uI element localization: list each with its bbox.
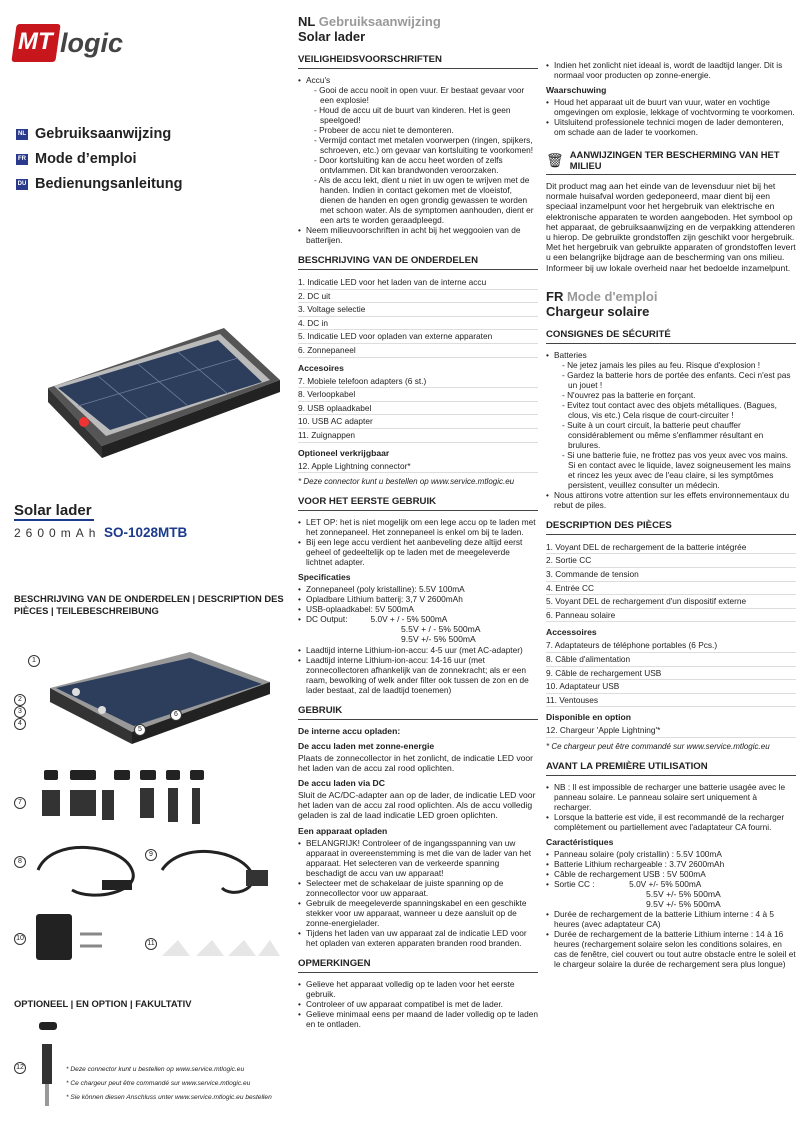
fr-title: Chargeur solaire <box>546 303 650 319</box>
callout-4: 4 <box>14 718 26 730</box>
fr-parts: 1. Voyant DEL de rechargement de la batterie intégrée 2. Sortie CC 3. Commande de tension 4. Entrée CC 5. Voyant DEL de rechargement d'un dispositif externe 6. Panneau solaire <box>546 541 796 623</box>
nl-warnings: • Houd het apparaat uit de buurt van vuur, water en vochtige omgevingen om explosie, lekkage of vochtvorming te voorkomen. • Uitsluitend professionele technici mogen de lader demonteren, om schade aan de lader te voorkomen. <box>546 97 796 137</box>
nl-title: Solar lader <box>298 29 366 44</box>
fr-accessories: 7. Adaptateurs de téléphone portables (6 Pcs.) 8. Câble d'alimentation 9. Câble de rechargement USB 10. Adaptateur USB 11. Ventouses <box>546 639 796 707</box>
fr-heading: FR Mode d'emploi <box>546 288 658 304</box>
nl-parts-heading: BESCHRIJVING VAN DE ONDERDELEN <box>298 255 538 270</box>
fr-safety: • Batteries - Ne jetez jamais les piles au feu. Risque d'explosion ! - Gardez la batterie hors de portée des enfants. Ceci n'est pas un jouet ! - N'ouvrez pas la batterie en forçant. - Evitez tout contact avec des objets métalliques. (Bagues, clous, vis etc.) Cela risque de court-circuiter ! - Suite à un court circuit, la batterie peut chauffer considérablement ou même s'enflammer résultant en brulures. - Si une batterie fuie, ne frottez pas vos yeux avec vos mains. Si en contact avec le liquide, lavez soigneusement les mains et rincez les yeux avec de l'eau claire, si les symptômes persistent, veuillez consulter un médecin. • Nous attirons votre attention sur les effets environnementaux du rebut de piles. <box>546 350 796 510</box>
callout-10: 10 <box>14 933 26 945</box>
nl-env-heading: 🗑 AANWIJZINGEN TER BESCHERMING VAN HET MILIEU <box>546 149 796 175</box>
callout-8: 8 <box>14 856 26 868</box>
callout-6: 6 <box>170 709 182 721</box>
callout-9: 9 <box>145 849 157 861</box>
nl-charge-device: • BELANGRIJK! Controleer of de ingangsspanning van uw apparaat in overeenstemming is met die van de lader van het apparaat. Het selecteren van de verkeerde spanning beschadigt de accu van uw apparaat! • Selecteer met de schakelaar de juiste spanning op de zonnecollector voor uw apparaat. • Gebruik de meegeleverde spanningskabel en een geschikte stekker voor uw apparaat, wanneer u deze aansluit op de zonne-energielader. • Tijdens het laden van uw apparaat zal de indicatie LED voor het opladen van exteren apparaten branden rood branden. <box>298 838 538 948</box>
nl-heading: NL Gebruiksaanwijzing <box>298 14 441 29</box>
parts-diagram <box>40 646 280 750</box>
optional-heading: OPTIONEEL | EN OPTION | FAKULTATIV <box>14 998 192 1009</box>
callout-7: 7 <box>14 797 26 809</box>
callout-12: 12 <box>14 1062 26 1074</box>
nl-first-use-heading: VOOR HET EERSTE GEBRUIK <box>298 496 538 511</box>
callout-2: 2 <box>14 694 26 706</box>
product-photo <box>18 318 286 468</box>
lightning-connector <box>36 1020 66 1110</box>
callout-3: 3 <box>14 706 26 718</box>
fr-specs: • Panneau solaire (poly cristallin) : 5.5V 100mA • Batterie Lithium rechargeable : 3.7V 2600mAh • Câble de rechargement USB : 5V 500mA • Sortie CC : 5.0V +/- 5% 500mA <box>546 849 796 889</box>
lang-nl: NL Gebruiksaanwijzing <box>18 126 172 142</box>
nl-specs: • Zonnepaneel (poly kristalline): 5.5V 100mA • Opladbare Lithium batterij: 3,7 V 2600mAh • USB-oplaadkabel: 5V 500mA • DC Output: 5.0V + / - 5% 500mA <box>298 584 538 624</box>
cover-column <box>0 0 292 1134</box>
product-name: Solar lader <box>14 502 92 519</box>
callout-11: 11 <box>145 938 157 950</box>
ac-adapter-and-suction-cups <box>32 910 282 976</box>
parts-heading: BESCHRIJVING VAN DE ONDERDELEN | DESCRIPTION DES PIÈCES | TEILEBESCHREIBUNG <box>14 593 284 616</box>
nl-parts: 1. Indicatie LED voor het laden van de interne accu 2. DC uit 3. Voltage selectie 4. DC in 5. Indicatie LED voor opladen van externe apparaten 6. Zonnepaneel <box>298 276 538 358</box>
callout-5: 5 <box>134 724 146 736</box>
nl-first-use: • LET OP: het is niet mogelijk om een lege accu op te laden met het zonnepaneel. Het zonnepaneel is enkel om bij te laden. • Bij een lege accu verdient het aanbeveling deze altijd eerst geheel of gedeeltelijk op te laden met de meegeleverde lichtnet adapter. <box>298 517 538 567</box>
product-capacity: 2600mAh <box>14 526 101 540</box>
nl-safety: • Accu's - Gooi de accu nooit in open vuur. Er bestaat gevaar voor een explosie! - Houd de accu uit de buurt van kinderen. Het is geen speelgoed! - Probeer de accu niet te demonteren. - Vermijd contact met metalen voorwerpen (ringen, spijkers, schroeven, etc.) om gevaar van kortsluiting te voorkomen! - Door kortsluiting kan de accu heet worden of zelfs ontvlammen. Dit kan brandwonden veroorzaken. - Als de accu lekt, dient u niet in uw ogen te wrijven met de handen. Indien in contact gekomen met de vloeistof, dienen de handen en ogen grondig gewassen te worden met schoon water. Als de symptomen aanhouden, dient er een arts te worden geraadpleegd. • Neem milieuvoorschriften in acht bij het weggooien van de batterijen. <box>298 75 538 245</box>
nl-fr-column: • Indien het zonlicht niet ideaal is, wordt de laadtijd langer. Dit is normaal voor producten op zonne-energie. Waarschuwing • Houd het apparaat uit de buurt van vuur, water en vochtige omgevingen om explosie, lekkage of vochtvorming te voorkomen. • Uitsluitend professionele technici mogen de lader demonteren, om schade aan de lader te voorkomen. 🗑 AANWIJZINGEN TER BESCHERMING VAN HET MILIEU Dit product mag aan het einde van de levensduur niet bij het normale huisafval worden gedeponeerd, maar dient bij een speciaal inzamelpunt voor het hergebruik van elektrische en elektronische apparaten te worden aangeboden. Het symbool op het apparaat, de gebruiksaanwijzing en de verpakking attenderen u hierop. De gebruikte grondstoffen zijn geschikt voor hergebruik. Met het hergebruik van gebruikte apparaten of grondstoffen levert u een belangrijke bijdrage aan de bescherming van ons milieu. Informeer bij uw lokale overheid naar het bedoelde inzamelpunt. FR Mode d'emploi Chargeur solaire CONSIGNES DE SÉCURITÉ • Batteries - Ne jetez jamais les piles au feu. Risque d'explosion ! - Gardez la batterie hors de portée des enfants. Ceci n'est pas un jouet ! - N'ouvrez pas la batterie en forçant. - Evitez tout contact avec des objets métalliques. (Bagues, clous, vis etc.) Cela risque de court-circuiter ! - Suite à un court circuit, la batterie peut chauffer considérablement ou même s'enflammer résultant en brulures. - Si une batterie fuie, ne frottez pas vos yeux avec vos mains. Si en contact avec le liquide, lavez soigneusement les mains et rincez les yeux avec de l'eau claire, si les symptômes persistent, veuillez consulter un médecin. • Nous attirons votre attention sur les effets environnementaux du rebut de piles. DESCRIPTION DES PIÈCES 1. Voyant DEL de rechargement de la batterie intégrée 2. Sortie CC 3. Commande de tension 4. Entrée CC 5. Voyant DEL de rechargement d'un dispositif externe 6. Panneau solaire Accessoires 7. Adaptateurs de téléphone portables (6 Pcs.) 8. Câble d'alimentation 9. Câble de rechargement USB 10. Adaptateur USB 11. Ventouses Disponible en option 12. Chargeur 'Apple Lightning'* * Ce chargeur peut être commandé sur www.service.mtlogic.eu AVANT LA PREMIÈRE UTILISATION • NB : Il est impossible de recharger une batterie usagée avec le panneau solaire. Le panneau solaire sert uniquement à recharger. • Lorsque la batterie est vide, il est recommandé de la recharger complètement ou partiellement avec l'adaptateur CA fourni. Caractéristiques • Panneau solaire (poly cristallin) : 5.5V 100mA • Batterie Lithium rechargeable : 3.7V 2600mAh • Câble de rechargement USB : 5V 500mA • Sortie CC : 5.0V +/- 5% 500mA 5.5V +/- 5% 500mA 9.5V +/- 5% 500mA • Durée de rechargement de la batterie Lithium interne : 4 à 5 heures (avec adaptateur CA) • Durée de rechargement de la batterie Lithium interne : 14 à 16 heures (rechargement solaire selon les conditions solaires, en cas de fenêtre, ciel couvert ou tout autre obstacle entre le soleil et le chargeur solaire la durée de rechargement sera plus longue) <box>546 60 796 969</box>
nl-column: NL Gebruiksaanwijzing Solar lader VEILIGHEIDSVOORSCHRIFTEN • Accu's - Gooi de accu nooit in open vuur. Er bestaat gevaar voor een explosie! - Houd de accu uit de buurt van kinderen. Het is geen speelgoed! - Probeer de accu niet te demonteren. - Vermijd contact met metalen voorwerpen (ringen, spijkers, schroeven, etc.) om gevaar van kortsluiting te voorkomen! - Door kortsluiting kan de accu heet worden of zelfs ontvlammen. Dit kan brandwonden veroorzaken. - Als de accu lekt, dient u niet in uw ogen te wrijven met de handen. Indien in contact gekomen met de vloeistof, dienen de handen en ogen grondig gewassen te worden met schoon water. Als de symptomen aanhouden, dient er een arts te worden geraadpleegd. • Neem milieuvoorschriften in acht bij het weggooien van de batterijen. BESCHRIJVING VAN DE ONDERDELEN 1. Indicatie LED voor het laden van de interne accu 2. DC uit 3. Voltage selectie 4. DC in 5. Indicatie LED voor opladen van externe apparaten 6. Zonnepaneel Accesoires 7. Mobiele telefoon adapters (6 st.) 8. Verloopkabel 9. USB oplaadkabel 10. USB AC adapter 11. Zuignappen Optioneel verkrijgbaar 12. Apple Lightning connector* * Deze connector kunt u bestellen op www.service.mtlogic.eu VOOR HET EERSTE GEBRUIK • LET OP: het is niet mogelijk om een lege accu op te laden met het zonnepaneel. Het zonnepaneel is enkel om bij te laden. • Bij een lege accu verdient het aanbeveling deze altijd eerst geheel of gedeeltelijk op te laden met de meegeleverde lichtnet adapter. Specificaties • Zonnepaneel (poly kristalline): 5.5V 100mA • Opladbare Lithium batterij: 3,7 V 2600mAh • USB-oplaadkabel: 5V 500mA • DC Output: 5.0V + / - 5% 500mA 5.5V + / - 5% 500mA 9.5V +/- 5% 500mA • Laadtijd interne Lithium-ion-accu: 4-5 uur (met AC-adapter) • Laadtijd interne Lithium-ion-accu: 14-16 uur (met zonnecollectoren afhankelijk van de zonnekracht; als er een raam, bewolking of welk ander filter ook tussen de zon en de lader bestaat, zal de laadtijd toenemen) GEBRUIK De interne accu opladen: De accu laden met zonne-energie Plaats de zonnecollector in het zonlicht, de indicatie LED voor het laden van de accu zal rood oplichten. De accu laden via DC Sluit de AC/DC-adapter aan op de lader, de indicatie LED voor het laden van de accu zal rood oplichten. Als de accu volledig geladen is zal de laad indicatie LED groen oplichten. Een apparaat opladen • BELANGRIJK! Controleer of de ingangsspanning van uw apparaat in overeenstemming is met die van de lader van het apparaat. Het selecteren van de verkeerde spanning beschadigt de accu van uw apparaat! • Selecteer met de schakelaar de juiste spanning op de zonnecollector voor uw apparaat. • Gebruik de meegeleverde spanningskabel en een geschikte stekker voor uw apparaat, wanneer u deze aansluit op de zonne-energielader. • Tijdens het laden van uw apparaat zal de indicatie LED voor het opladen van exteren apparaten branden rood branden. OPMERKINGEN • Gelieve het apparaat volledig op te laden voor het eerste gebruik. • Controleer of uw apparaat compatibel is met de lader. • Gelieve minimaal eens per maand de lader volledig op te laden en te ontladen. <box>292 14 538 1029</box>
footnote-nl: * Deze connector kunt u bestellen op www.service.mtlogic.eu <box>66 1066 245 1073</box>
lang-fr: FR Mode d’emploi <box>18 151 137 167</box>
brand-logo: MT logic <box>14 24 144 66</box>
fr-safety-heading: CONSIGNES DE SÉCURITÉ <box>546 329 796 344</box>
callout-1: 1 <box>28 655 40 667</box>
nl-env-text: Dit product mag aan het einde van de levensduur niet bij het normale huisafval worden gedeponeerd, maar dient bij een speciaal inzamelpunt voor het hergebruik van elektrische en elektronische apparaten te worden aangeboden. Het symbool op het apparaat, de gebruiksaanwijzing en de verpakking attenderen u hierop. De gebruikte grondstoffen zijn geschikt voor hergebruik. Met het hergebruik van gebruikte apparaten of grondstoffen levert u een belangrijke bijdrage aan de bescherming van ons milieu. Informeer bij uw lokale overheid naar het bedoelde inzamelpunt. <box>546 181 796 273</box>
phone-adapters <box>36 766 226 830</box>
nl-accessories: 7. Mobiele telefoon adapters (6 st.) 8. Verloopkabel 9. USB oplaadkabel 10. USB AC adapter 11. Zuignappen <box>298 375 538 443</box>
fr-first-use: • NB : Il est impossible de recharger une batterie usagée avec le panneau solaire. Le panneau solaire sert uniquement à recharger. • Lorsque la batterie est vide, il est recommandé de la recharger complètement ou partiellement avec l'adaptateur CA fourni. <box>546 782 796 832</box>
nl-use-heading: GEBRUIK <box>298 705 538 720</box>
footnote-fr: * Ce chargeur peut être commandé sur www.service.mtlogic.eu <box>66 1080 251 1087</box>
nl-remarks-heading: OPMERKINGEN <box>298 958 538 973</box>
lang-du: DU Bedienungsanleitung <box>17 176 183 192</box>
nl-remarks: • Gelieve het apparaat volledig op te laden voor het eerste gebruik. • Controleer of uw apparaat compatibel is met de lader. • Gelieve minimaal eens per maand de lader volledig op te laden en te ontladen. <box>298 979 538 1029</box>
nl-safety-heading: VEILIGHEIDSVOORSCHRIFTEN <box>298 54 538 69</box>
cables <box>32 840 282 908</box>
weee-bin-icon: 🗑 <box>546 152 564 168</box>
fr-first-use-heading: AVANT LA PREMIÈRE UTILISATION <box>546 761 796 776</box>
footnote-de: * Sie können diesen Anschluss unter www.service.mtlogic.eu bestellen <box>66 1094 272 1101</box>
fr-parts-heading: DESCRIPTION DES PIÈCES <box>546 520 796 535</box>
product-model: SO-1028MTB <box>104 525 188 540</box>
